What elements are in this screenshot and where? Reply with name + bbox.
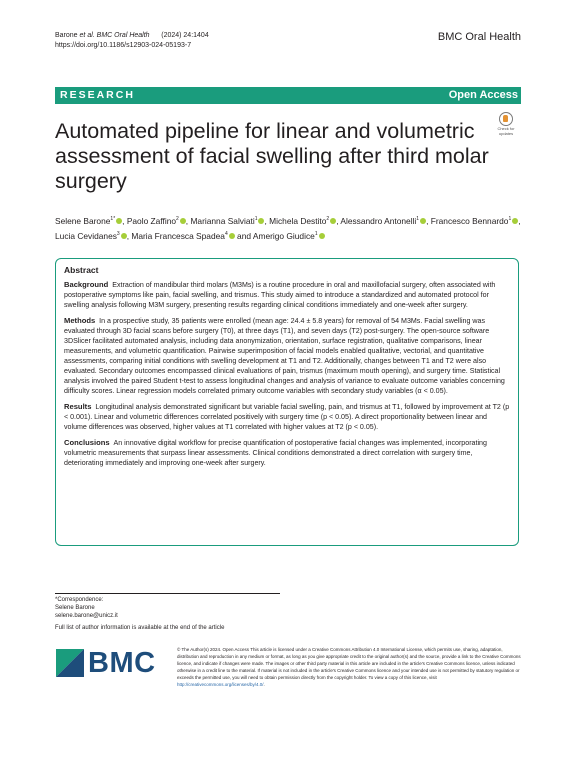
author-affiliation: 1 <box>508 216 512 222</box>
abstract-section-label: Background <box>64 280 109 289</box>
abstract-section-label: Results <box>64 402 92 411</box>
abstract-methods <box>64 316 510 396</box>
abstract-section-text: In a prospective study, 35 patients were enrolled (mean age: 24.4 ± 5.8 years) for removal of 54 M3Ms. Facial swelling was evaluated through 3D facial scans before surgery (T0), at three days (T1), and seven days (T2) post-surgery. The open-source software 3DSlicer facilitated automated analysis, including data anonymization, orientation, surface registration, qualitative comparisons, linear measurements, and volumetric quantification. Pairwise superimposition of facial models enabled qualitative, vectorial, and quantitative assessments, comparing initial conditions with swelling development at T1 and T2. Additionally, changes between T1 and T2 were also evaluated. Secondary outcomes encompassed clinical evaluations of pain, trismus (maximum mouth opening), and surgery time. Statistical analysis involved the paired Student t-test to assess longitudinal changes and analysis of variance to evaluate outcome variables concerning difficulty scores. Linear regression models correlated primary outcome variables with secondary study variables (α < 0.05). <box>64 317 505 395</box>
author-name[interactable]: Marianna Salviati <box>190 215 255 226</box>
correspondence-label: *Correspondence: <box>55 597 104 603</box>
orcid-icon[interactable] <box>258 218 264 224</box>
section-label: RESEARCH <box>60 89 135 101</box>
author-affiliation: 2 <box>176 216 179 222</box>
author-name[interactable]: Francesco Bennardo <box>430 215 509 226</box>
abstract-section-label: Conclusions <box>64 438 110 447</box>
author-name[interactable]: Maria Francesca Spadea <box>131 230 225 241</box>
abstract-section-text: Extraction of mandibular third molars (M3Ms) is a routine procedure in oral and maxillofacial surgery, often associated with postoperative symptoms like pain, facial swelling, and trismus. This study aimed to introduce a standardized and automated protocol for swelling analysis following M3M surgery, presenting results regarding clinical conditions immediately and one-week after surgery. <box>64 281 496 309</box>
author-affiliation: 1* <box>110 216 116 222</box>
correspondence-name: Selene Barone <box>55 605 95 611</box>
abstract-background <box>64 280 510 310</box>
license-body: © The Author(s) 2024. Open Access This article is licensed under a Creative Commons Attribution 4.0 International License, which permits use, sharing, adaptation, distribution and reproduction in any medium or format, as long as you give appropriate credit to the original author(s) and the source, provide a link to the Creative Commons licence, and indicate if changes were made. The images or other third party material in this article are included in the article's Creative Commons licence, unless indicated otherwise in a credit line to the material. If material is not included in the article's Creative Commons licence and your intended use is not permitted by statutory regulation or exceeds the permitted use, you will need to obtain permission directly from the copyright holder. To view a copy of this licence, visit <box>177 647 521 680</box>
bmc-logo-icon <box>56 649 84 677</box>
abstract-section-label: Methods <box>64 316 96 325</box>
abstract-section-text: An innovative digital workflow for precise quantification of postoperative facial changes was implemented, incorporating volumetric measurements that surpass linear assessments. Clinical conditions demonstrated a direct correlation with surgery time, deteriorating immediately and improving one-week after surgery. <box>64 439 487 467</box>
correspondence-block <box>55 596 118 620</box>
citation-authors: Barone <box>55 32 80 39</box>
footnote-divider <box>55 593 280 594</box>
author-affiliation: 3 <box>116 230 120 237</box>
author-affiliation: 1 <box>254 216 258 222</box>
doi-link[interactable]: https://doi.org/10.1186/s12903-024-05193-7 <box>55 42 192 49</box>
author-name[interactable]: Alessandro Antonelli <box>340 215 417 226</box>
abstract-box <box>55 258 519 546</box>
author-affiliation: 1 <box>416 216 420 222</box>
article-title: Automated pipeline for linear and volumetric assessment of facial swelling after third molar surgery <box>55 119 489 193</box>
orcid-icon[interactable] <box>116 218 122 224</box>
author-name[interactable]: Lucia Cevidanes <box>55 230 117 241</box>
abstract-heading: Abstract <box>64 265 99 275</box>
updates-line-1: Check for <box>497 126 515 131</box>
bmc-logo-text: BMC <box>88 647 156 679</box>
updates-line-2: updates <box>498 130 514 136</box>
citation-year-volume: (2024) 24:1404 <box>161 32 209 39</box>
orcid-icon[interactable] <box>319 233 325 239</box>
orcid-icon[interactable] <box>330 218 336 224</box>
abstract-section-text: Longitudinal analysis demonstrated significant but variable facial swelling, pain, and trismus at T1, followed by improvement at T2 (p < 0.001). Linear and volumetric differences correlated positively with surgery time (p < 0.05). A direct proportionality between linear and volume differences was observed, higher values at T1 correlated with higher values at T2 (p < 0.05). <box>64 403 510 431</box>
author-name[interactable]: Paolo Zaffino <box>126 215 177 226</box>
author-info-note: Full list of author information is available at the end of the article <box>55 625 225 631</box>
license-tail: . <box>263 682 265 687</box>
orcid-icon[interactable] <box>420 218 426 224</box>
orcid-icon[interactable] <box>121 233 127 239</box>
orcid-icon[interactable] <box>229 233 235 239</box>
article-type-banner <box>55 87 521 104</box>
author-affiliation: 2 <box>326 216 330 222</box>
author-list: Selene Barone$^{1*}$ , Paolo Zaffino$^2$ , Marianna Salviati$^1$ , Michela Destito$^2$ , Alessandro Antonelli$^1$ , Francesco Bennardo$^1$ , Lucia Cevidanes$^3$ , Maria Francesca Spadea$^4$ and Amerigo Giudice$^1$ <box>55 215 521 241</box>
author-affiliation: 4 <box>224 230 228 237</box>
orcid-icon[interactable] <box>512 218 518 224</box>
abstract-conclusions <box>64 438 510 468</box>
open-access-label: Open Access <box>448 89 518 101</box>
author-name[interactable]: Selene Barone <box>55 215 111 226</box>
abstract-results <box>64 402 510 432</box>
license-text <box>177 646 522 688</box>
author-affiliation: 1 <box>314 230 318 237</box>
correspondence-email[interactable]: selene.barone@unicz.it <box>55 613 118 619</box>
journal-name: BMC Oral Health <box>437 31 521 43</box>
citation-journal: et al. BMC Oral Health <box>79 32 150 39</box>
author-name[interactable]: Amerigo Giudice <box>252 230 315 241</box>
license-link[interactable]: http://creativecommons.org/licenses/by/4.0/ <box>177 682 264 687</box>
citation-header <box>55 31 209 51</box>
citation-line <box>55 31 209 41</box>
orcid-icon[interactable] <box>180 218 186 224</box>
author-name[interactable]: Michela Destito <box>269 215 327 226</box>
